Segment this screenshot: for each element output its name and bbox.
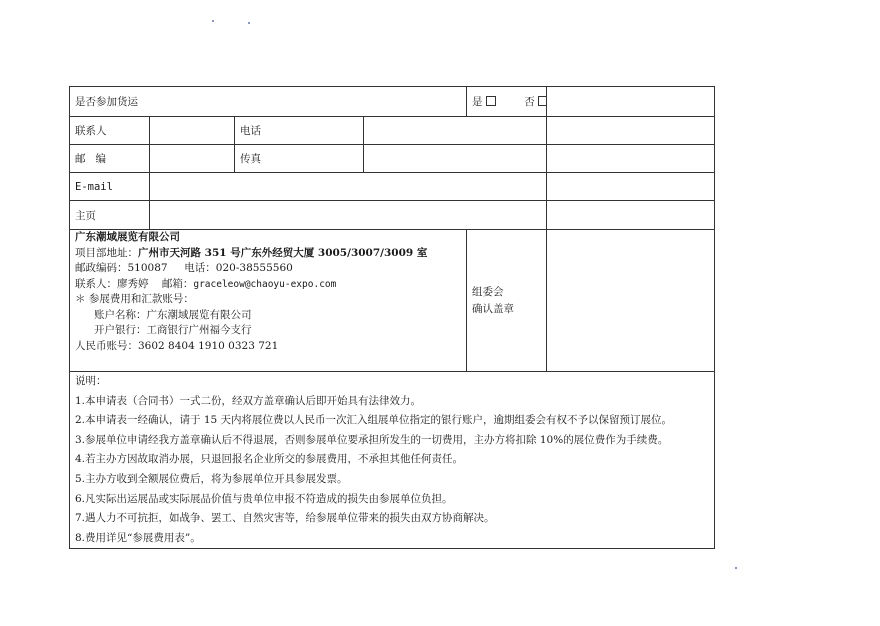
organizer-postcode: 510087 bbox=[127, 262, 168, 274]
committee-stamp-label bbox=[467, 230, 547, 372]
blank-cell bbox=[547, 87, 715, 117]
postcode-field[interactable] bbox=[150, 145, 235, 173]
rmb-account-number: 3602 8404 1910 0323 721 bbox=[138, 339, 279, 352]
bank-line bbox=[75, 323, 466, 339]
contact-label: 联系人 bbox=[70, 117, 150, 145]
contact-field[interactable] bbox=[150, 117, 235, 145]
organizer-address: 广州市天河路 351 号广东外经贸大厦 3005/3007/3009 室 bbox=[138, 246, 428, 259]
email-label: E-mail bbox=[70, 173, 150, 201]
homepage-field[interactable] bbox=[150, 201, 547, 230]
note-item: 8.费用详见“参展费用表”。 bbox=[75, 531, 201, 544]
fax-label: 传真 bbox=[235, 145, 364, 173]
account-name-label: 账户名称： bbox=[94, 308, 147, 321]
rmb-account-line bbox=[75, 339, 466, 355]
phone-field[interactable] bbox=[364, 117, 547, 145]
notes-section bbox=[70, 372, 715, 549]
blank-cell bbox=[547, 117, 715, 145]
organizer-info bbox=[70, 230, 467, 372]
organizer-phone: 020-38555560 bbox=[215, 262, 293, 274]
rmb-account-label: 人民币账号： bbox=[75, 339, 138, 352]
organizer-email: graceleow@chaoyu-expo.com bbox=[193, 278, 337, 290]
email-label: 邮箱： bbox=[161, 277, 194, 290]
blank-cell bbox=[547, 145, 715, 173]
account-name: 广东潮域展览有限公司 bbox=[146, 308, 252, 321]
contact-label: 联系人： bbox=[75, 277, 117, 290]
notes-title: 说明： bbox=[75, 375, 107, 387]
scan-speck bbox=[212, 20, 214, 22]
stamp-area[interactable] bbox=[547, 230, 715, 372]
note-item: 5.主办方收到全额展位费后，将为参展单位开具参展发票。 bbox=[75, 472, 348, 485]
postcode-label: 邮政编码： bbox=[75, 262, 128, 274]
blank-cell bbox=[547, 201, 715, 230]
scan-speck bbox=[248, 22, 250, 24]
no-checkbox[interactable] bbox=[538, 96, 547, 106]
fax-field[interactable] bbox=[364, 145, 547, 173]
bank-label: 开户银行： bbox=[94, 324, 147, 336]
note-item: 4.若主办方因故取消办展，只退回报名企业所交的参展费用，不承担其他任何责任。 bbox=[75, 453, 464, 466]
note-item: 2.本申请表一经确认，请于 15 天内将展位费以人民币一次汇入组展单位指定的银行账户，逾期组委会有权不予以保留预订展位。 bbox=[75, 414, 673, 427]
yes-checkbox[interactable] bbox=[486, 96, 496, 106]
no-label: 否 bbox=[524, 96, 535, 108]
scan-speck bbox=[735, 567, 737, 569]
stamp-line-1: 组委会 bbox=[472, 285, 504, 298]
organizer-address-line bbox=[75, 246, 466, 262]
phone-label: 电话： bbox=[184, 262, 216, 274]
organizer-company-name: 广东潮域展览有限公司 bbox=[75, 231, 180, 243]
yes-label: 是 bbox=[472, 96, 483, 108]
postcode-label: 邮编 bbox=[70, 145, 150, 173]
shipping-question-label: 是否参加货运 bbox=[70, 87, 467, 117]
fees-title: ＊ 参展费用和汇款账号： bbox=[75, 293, 194, 305]
application-form-table bbox=[69, 86, 715, 549]
note-item: 7.遇人力不可抗拒，如战争、罢工、自然灾害等，给参展单位带来的损失由双方协商解决。 bbox=[75, 512, 495, 525]
blank-cell bbox=[547, 173, 715, 201]
note-item: 1.本申请表（合同书）一式二份，经双方盖章确认后即开始具有法律效力。 bbox=[75, 394, 422, 407]
organizer-contact-line bbox=[75, 277, 466, 293]
account-name-line bbox=[75, 308, 466, 324]
phone-label: 电话 bbox=[235, 117, 364, 145]
shipping-choice-cell bbox=[467, 87, 547, 117]
bank-name: 工商银行广州福今支行 bbox=[146, 324, 252, 336]
organizer-contact: 廖秀婷 bbox=[117, 277, 149, 290]
note-item: 6.凡实际出运展品或实际展品价值与贵单位申报不符造成的损失由参展单位负担。 bbox=[75, 492, 453, 505]
stamp-line-2: 确认盖章 bbox=[472, 302, 514, 315]
organizer-postcode-phone-line bbox=[75, 261, 466, 277]
note-item: 3.参展单位申请经我方盖章确认后不得退展，否则参展单位要承担所发生的一切费用，主办方将扣除 10%的展位费作为手续费。 bbox=[75, 433, 669, 446]
address-label: 项目部地址： bbox=[75, 246, 138, 259]
email-field[interactable] bbox=[150, 173, 547, 201]
homepage-label: 主页 bbox=[70, 201, 150, 230]
